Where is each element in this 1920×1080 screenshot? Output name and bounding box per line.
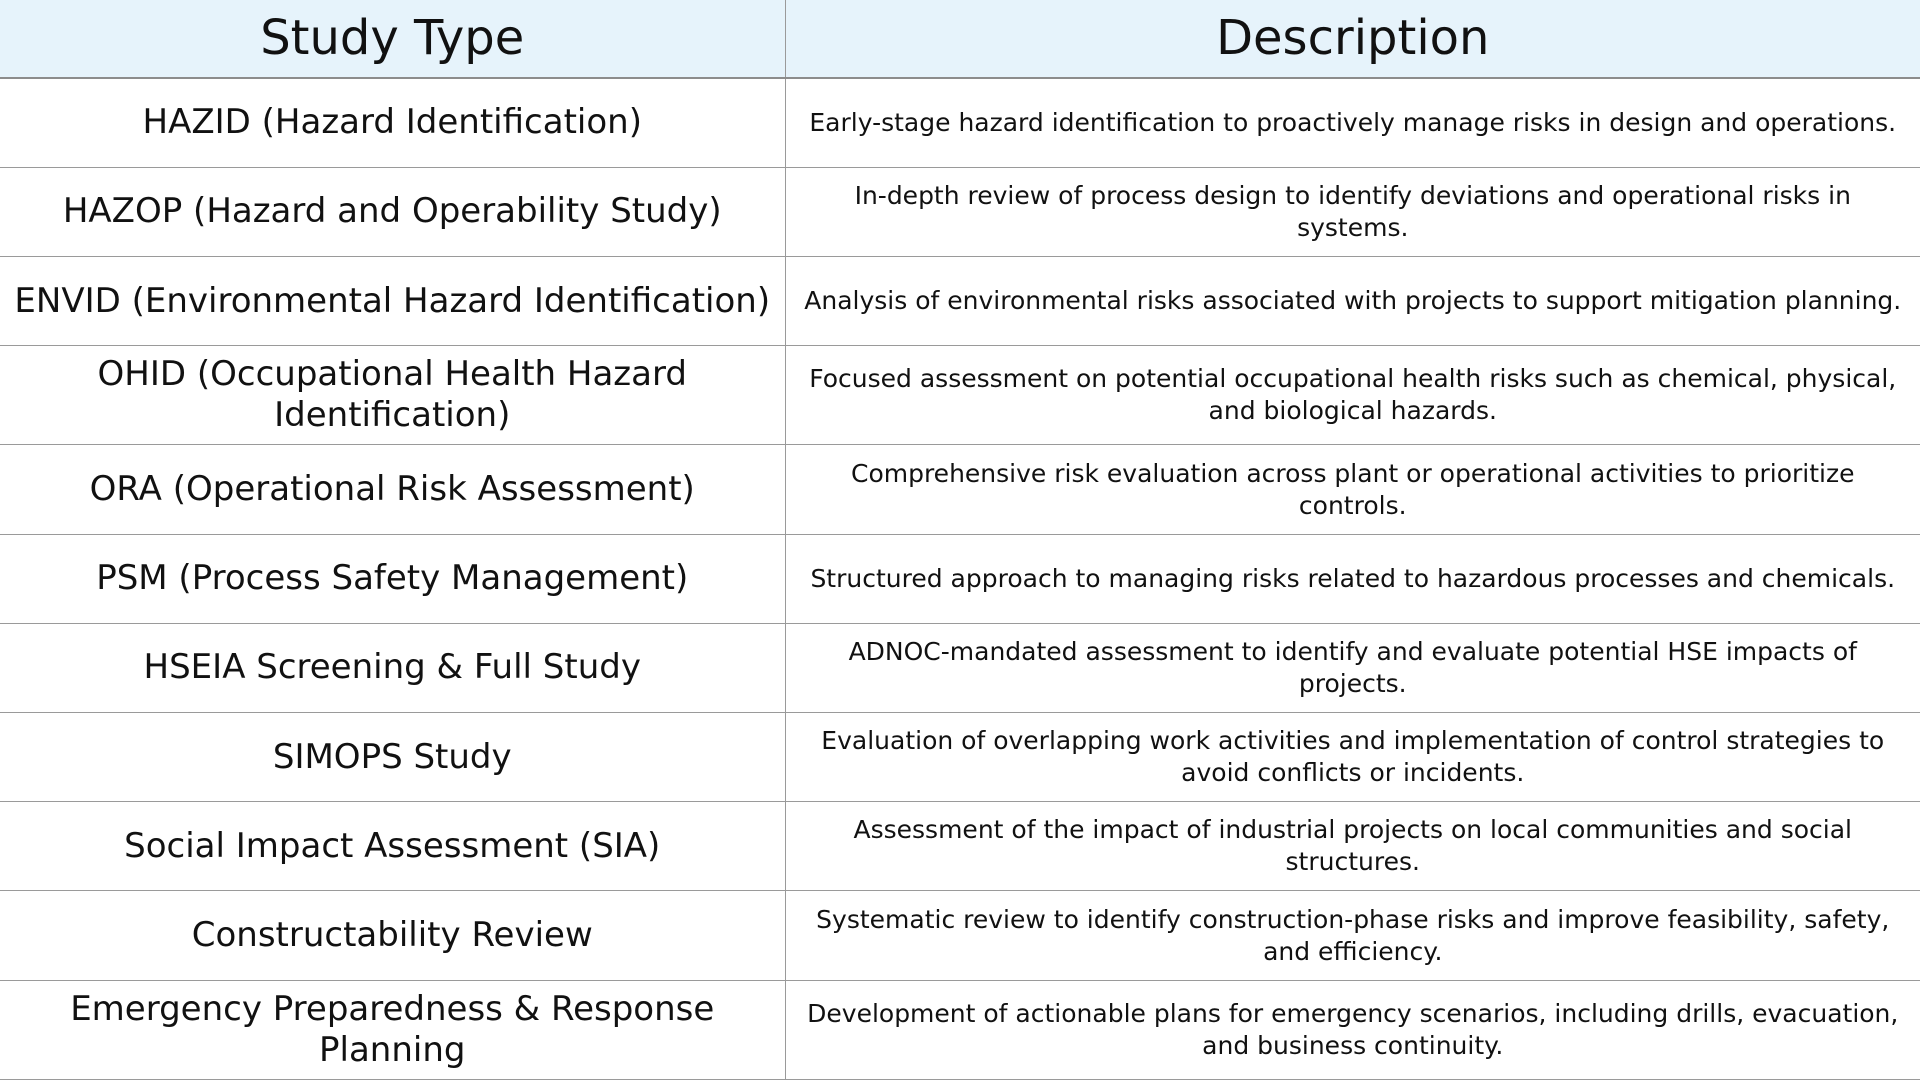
study-type-cell: ORA (Operational Risk Assessment) [0, 445, 785, 534]
table-row [0, 346, 1920, 445]
description-cell: Comprehensive risk evaluation across plant or operational activities to prioritize controls. [785, 445, 1920, 534]
description-cell: Analysis of environmental risks associated with projects to support mitigation planning. [785, 256, 1920, 345]
study-type-cell: OHID (Occupational Health Hazard Identification) [0, 346, 785, 445]
header-description: Description [785, 0, 1920, 78]
study-type-cell: Constructability Review [0, 891, 785, 980]
header-row [0, 0, 1920, 78]
study-type-cell: SIMOPS Study [0, 713, 785, 802]
description-cell: Evaluation of overlapping work activities and implementation of control strategies to avoid conflicts or incidents. [785, 713, 1920, 802]
table-row [0, 534, 1920, 623]
study-type-cell: ENVID (Environmental Hazard Identification) [0, 256, 785, 345]
table-body [0, 78, 1920, 1080]
description-cell: Early-stage hazard identification to proactively manage risks in design and operations. [785, 78, 1920, 167]
header-study-type: Study Type [0, 0, 785, 78]
description-cell: Focused assessment on potential occupational health risks such as chemical, physical, and biological hazards. [785, 346, 1920, 445]
study-type-cell: HAZOP (Hazard and Operability Study) [0, 167, 785, 256]
table-row [0, 713, 1920, 802]
study-type-cell: PSM (Process Safety Management) [0, 534, 785, 623]
table-row [0, 980, 1920, 1079]
table-row [0, 445, 1920, 534]
study-type-cell: Social Impact Assessment (SIA) [0, 802, 785, 891]
table-row [0, 78, 1920, 167]
table-row [0, 256, 1920, 345]
table-row [0, 891, 1920, 980]
table-row [0, 167, 1920, 256]
table-header [0, 0, 1920, 78]
description-cell: Assessment of the impact of industrial projects on local communities and social structures. [785, 802, 1920, 891]
description-cell: Systematic review to identify construction-phase risks and improve feasibility, safety, and efficiency. [785, 891, 1920, 980]
description-cell: Development of actionable plans for emergency scenarios, including drills, evacuation, and business continuity. [785, 980, 1920, 1079]
description-cell: Structured approach to managing risks related to hazardous processes and chemicals. [785, 534, 1920, 623]
study-type-cell: Emergency Preparedness & Response Planning [0, 980, 785, 1079]
description-cell: ADNOC-mandated assessment to identify and evaluate potential HSE impacts of projects. [785, 623, 1920, 712]
table-row [0, 623, 1920, 712]
table-row [0, 802, 1920, 891]
description-cell: In-depth review of process design to identify deviations and operational risks in systems. [785, 167, 1920, 256]
study-type-cell: HSEIA Screening & Full Study [0, 623, 785, 712]
study-type-cell: HAZID (Hazard Identification) [0, 78, 785, 167]
